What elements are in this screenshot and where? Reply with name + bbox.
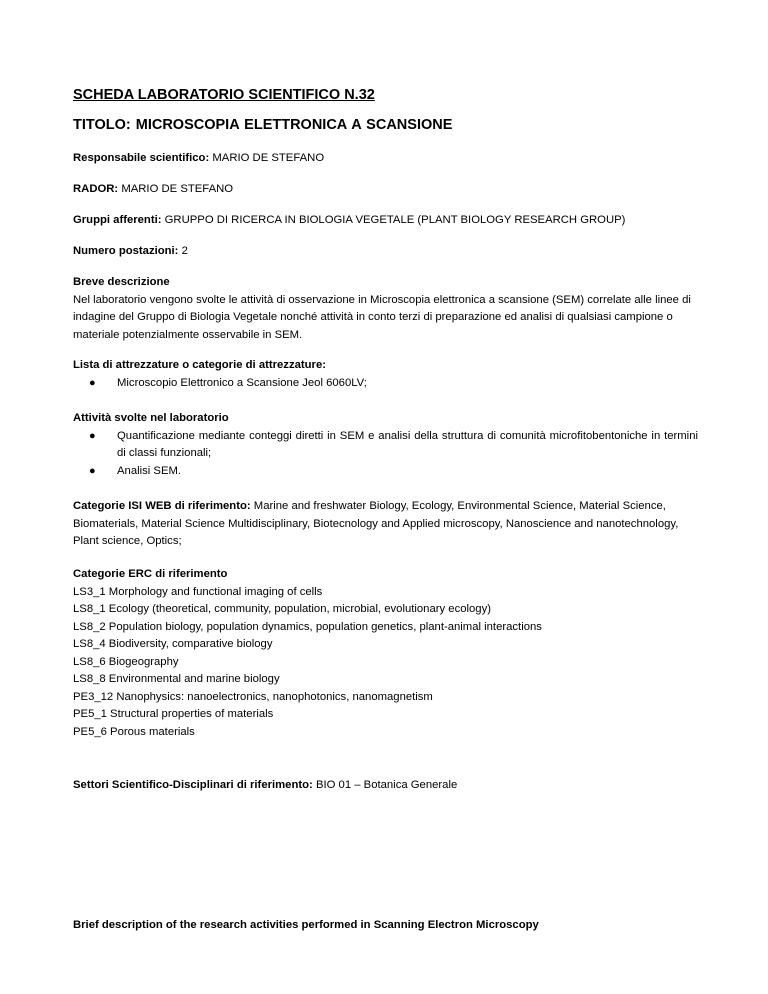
document-title: SCHEDA LABORATORIO SCIENTIFICO N.32: [73, 87, 375, 103]
erc-item: LS8_8 Environmental and marine biology: [73, 673, 280, 685]
erc-item: LS8_1 Ecology (theoretical, community, population, microbial, evolutionary ecology): [73, 603, 491, 615]
isi-value: Marine and freshwater Biology, Ecology, Environmental Science, Material Science, Biomaterials, Material Science Multidisciplinary, Biotecnology and Applied microscopy, Nanoscience and nanotechnology, Plant science, Optics;: [73, 500, 679, 547]
responsabile-label: Responsabile scientifico:: [73, 152, 210, 164]
erc-section: [73, 566, 698, 741]
erc-item: LS8_6 Biogeography: [73, 655, 179, 668]
erc-heading: Categorie ERC di riferimento: [73, 568, 228, 580]
settori-value: BIO 01 – Botanica Generale: [315, 779, 458, 791]
attrezzatura-text: Microscopio Elettronico a Scansione Jeol 6060LV;: [117, 376, 367, 389]
isi-paragraph: [73, 498, 698, 551]
settori-field: [73, 779, 457, 791]
erc-item: PE5_1 Structural properties of materials: [73, 708, 274, 720]
postazioni-value: 2: [181, 245, 188, 257]
attivita-text: Analisi SEM.: [117, 464, 182, 477]
rador-field: [73, 183, 233, 195]
attivita-heading: Attività svolte nel laboratorio: [73, 412, 229, 424]
rador-label: RADOR:: [73, 183, 119, 195]
breve-heading: Breve descrizione: [73, 276, 170, 288]
breve-text: Nel laboratorio vengono svolte le attività di osservazione in Microscopia elettronica a scansione (SEM) correlate alle linee di indagine del Gruppo di Biologia Vegetale nonché attività in conto terzi di preparazione ed analisi di qualsiasi campione o materiale potenzialmente osservabile in SEM.: [73, 293, 691, 341]
brief-heading: [73, 919, 539, 931]
list-item: [73, 428, 698, 463]
breve-section: [73, 274, 698, 344]
gruppi-field: [73, 214, 625, 226]
responsabile-field: [73, 152, 324, 164]
erc-item: PE5_6 Porous materials: [73, 725, 195, 738]
bullet-dot-icon: ●: [89, 429, 96, 442]
bullet-dot-icon: ●: [89, 464, 96, 477]
erc-item: PE3_12 Nanophysics: nanoelectronics, nanophotonics, nanomagnetism: [73, 690, 433, 703]
erc-item: LS8_4 Biodiversity, comparative biology: [73, 638, 273, 650]
attivita-text: Quantificazione mediante conteggi diretti in SEM e analisi della struttura di comunità microfitobentoniche in termini di classi funzionali;: [117, 429, 698, 459]
settori-label: Settori Scientifico-Disciplinari di riferimento:: [73, 779, 313, 791]
gruppi-value: GRUPPO DI RICERCA IN BIOLOGIA VEGETALE (PLANT BIOLOGY RESEARCH GROUP): [164, 214, 626, 226]
rador-value: MARIO DE STEFANO: [121, 183, 234, 195]
erc-item: LS3_1 Morphology and functional imaging of cells: [73, 585, 323, 598]
attrezzature-list: [73, 375, 698, 393]
attivita-section: [73, 410, 698, 480]
document-subtitle: TITOLO: MICROSCOPIA ELETTRONICA A SCANSIONE: [73, 117, 453, 133]
list-item: [73, 463, 698, 481]
gruppi-label: Gruppi afferenti:: [73, 214, 162, 226]
attivita-list: [73, 428, 698, 481]
list-item: [73, 375, 698, 393]
brief-heading-text: Brief description of the research activities performed in Scanning Electron Microscopy: [73, 919, 539, 931]
bullet-dot-icon: ●: [89, 376, 96, 389]
isi-section: [73, 498, 698, 551]
postazioni-field: [73, 245, 188, 257]
erc-item: LS8_2 Population biology, population dynamics, population genetics, plant-animal interactions: [73, 620, 542, 633]
attrezzature-heading: Lista di attrezzature o categorie di attrezzature:: [73, 359, 326, 371]
isi-label: Categorie ISI WEB di riferimento:: [73, 500, 251, 512]
attrezzature-section: [73, 357, 698, 392]
postazioni-label: Numero postazioni:: [73, 245, 179, 257]
responsabile-value: MARIO DE STEFANO: [212, 152, 325, 164]
